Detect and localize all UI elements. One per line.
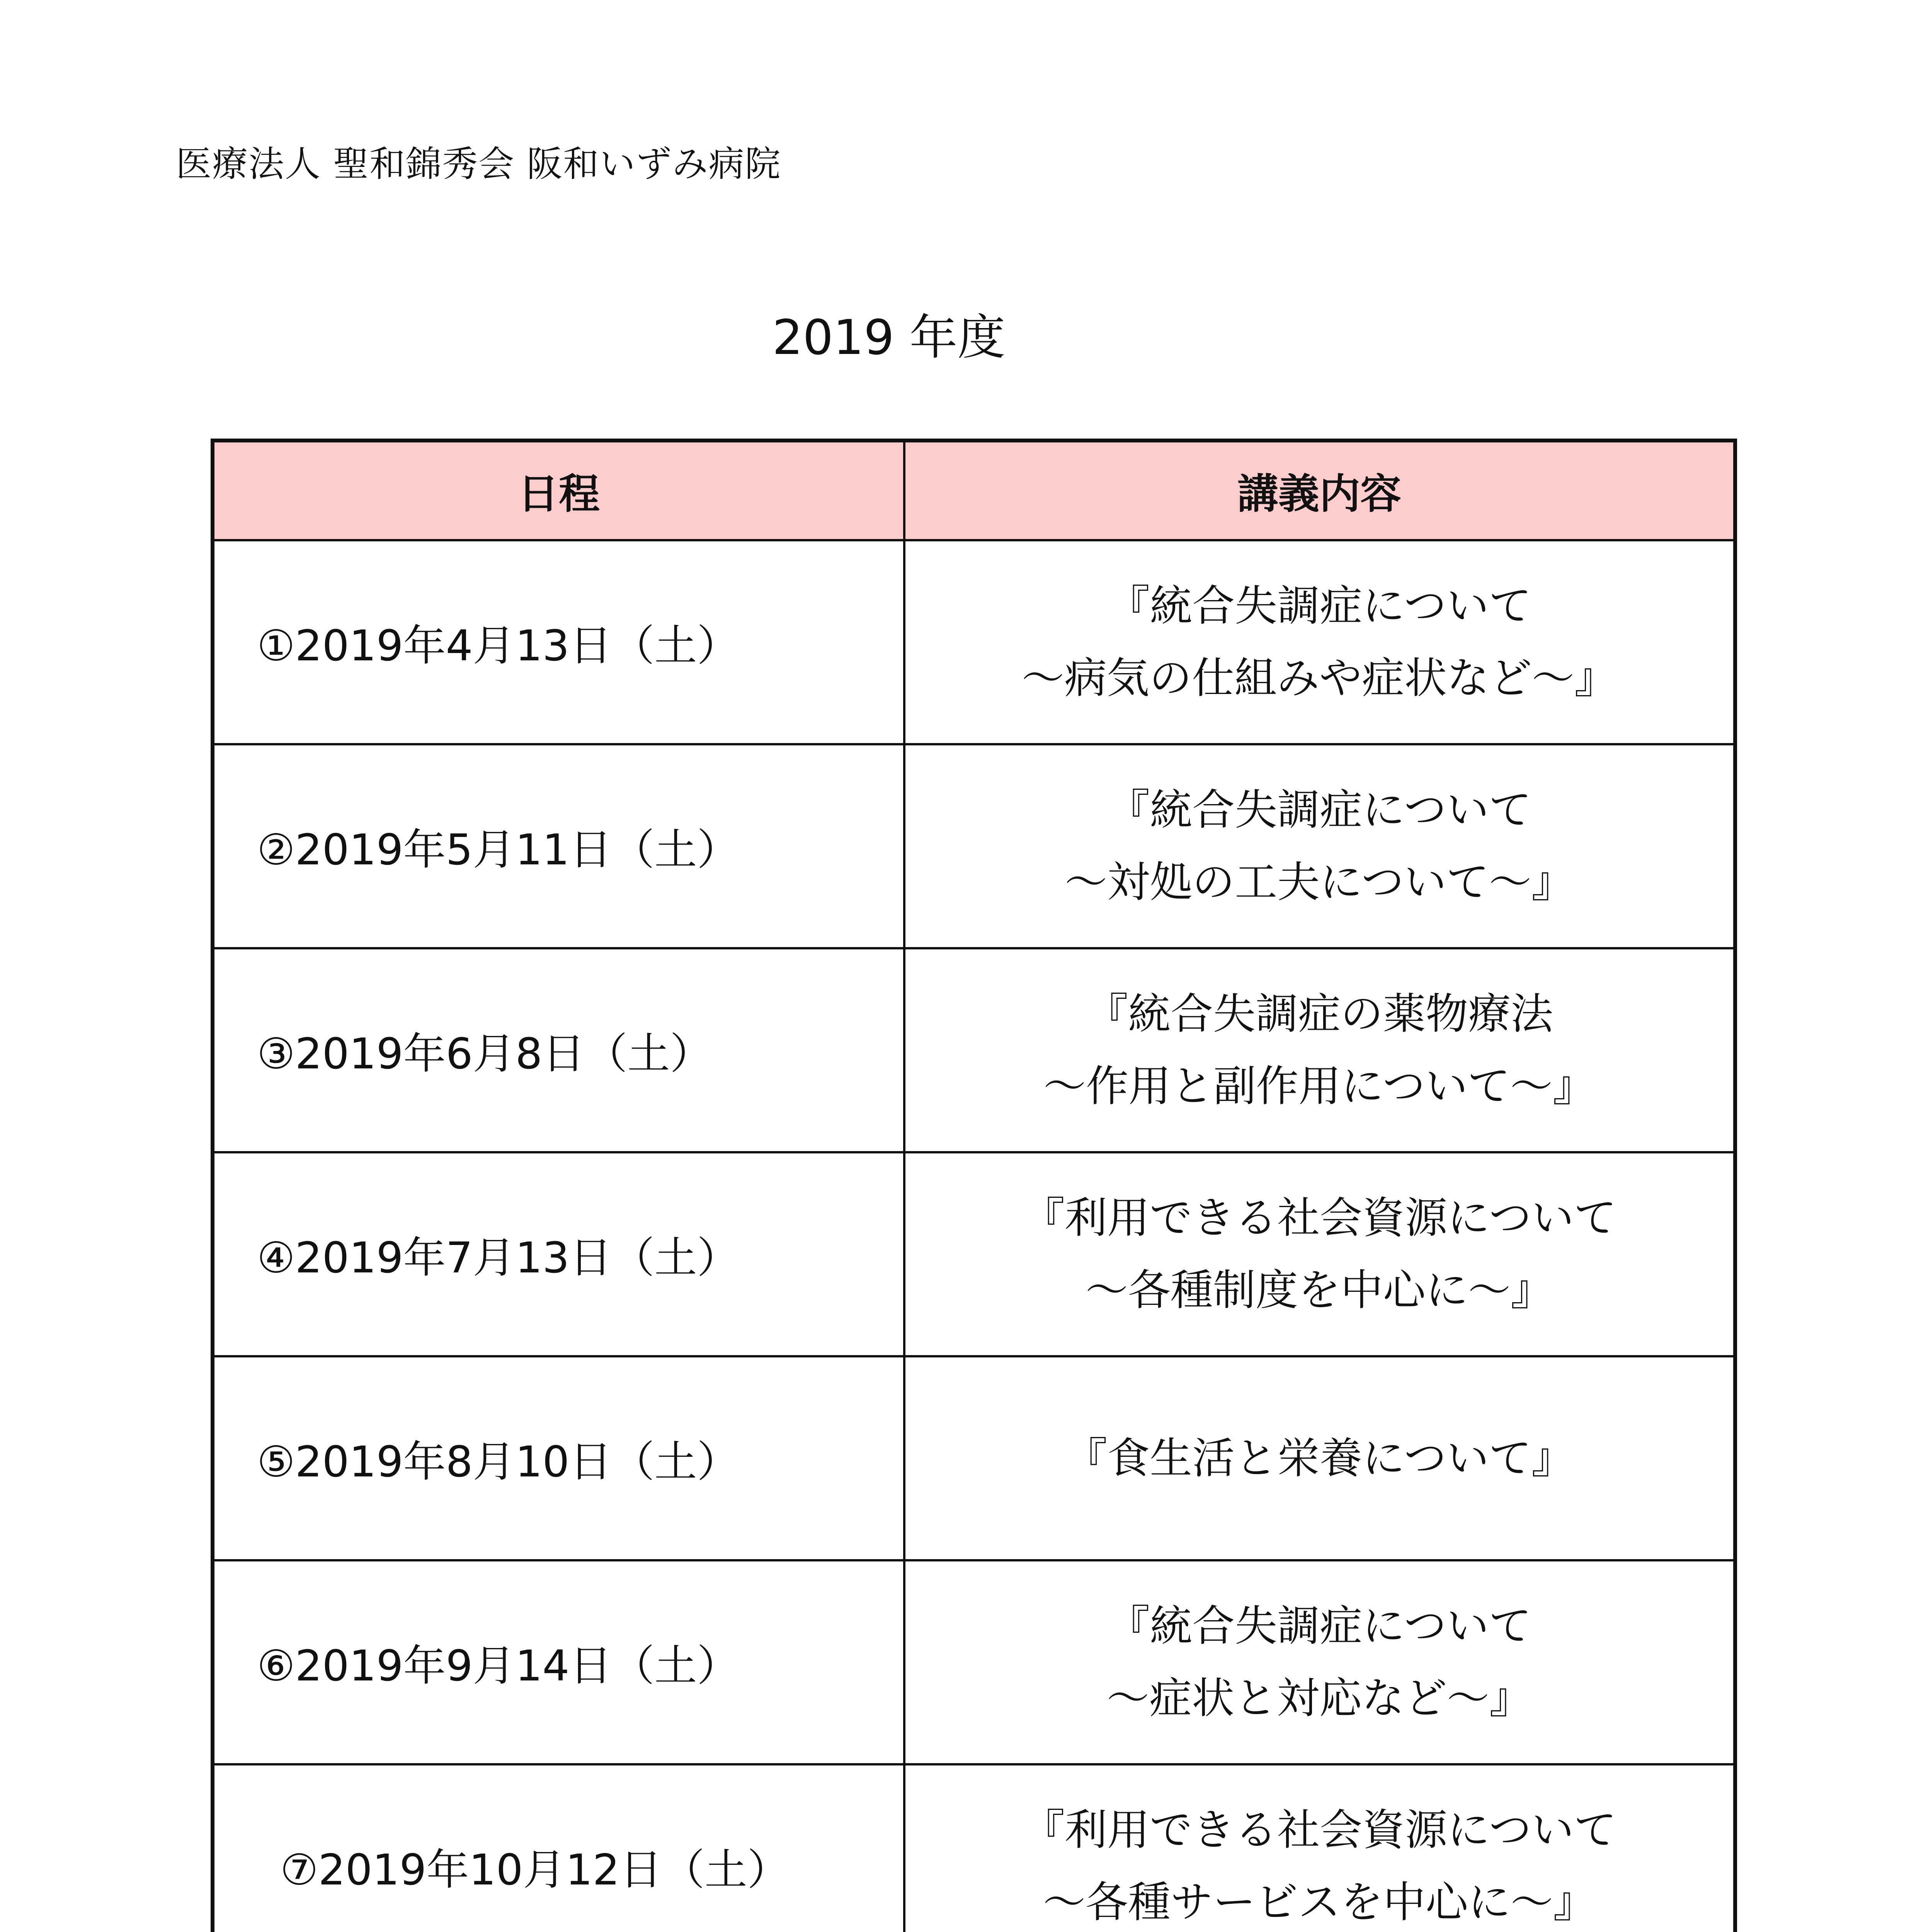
session-date: ③2019年6月8日（土） (213, 948, 904, 1152)
session-content (904, 1152, 1735, 1356)
schedule-table (211, 439, 1737, 1932)
session-title: 『統合失調症について (1107, 1601, 1531, 1651)
table-header-row (213, 440, 1735, 540)
organization-name: 医療法人 聖和錦秀会 阪和いずみ病院 (176, 143, 781, 185)
date-column-header: 日程 (213, 440, 904, 540)
session-content (904, 1356, 1735, 1560)
session-subtitle: ～作用と副作用について～』 (1043, 1061, 1595, 1111)
session-subtitle: ～対処の工夫について～』 (1065, 857, 1574, 907)
session-content (904, 948, 1735, 1152)
session-date: ④2019年7月13日（土） (213, 1152, 904, 1356)
table-row (213, 1560, 1735, 1764)
session-date: ⑦2019年10月12日（土） (213, 1764, 904, 1932)
table-row (213, 744, 1735, 948)
session-title: 『統合失調症について (1107, 581, 1531, 631)
session-content (904, 540, 1735, 744)
session-date: ②2019年5月11日（土） (213, 744, 904, 948)
session-subtitle: ～症状と対応など～』 (1107, 1673, 1532, 1723)
session-title: 『利用できる社会資源について (1022, 1193, 1617, 1243)
session-content (904, 744, 1735, 948)
table-row (213, 1764, 1735, 1932)
table-row (213, 948, 1735, 1152)
session-title: 『統合失調症について (1107, 785, 1531, 835)
session-content (904, 1560, 1735, 1764)
session-title: 『食生活と栄養について』 (1065, 1433, 1574, 1483)
session-date: ⑤2019年8月10日（土） (213, 1356, 904, 1560)
session-date: ①2019年4月13日（土） (213, 540, 904, 744)
content-column-header: 講義内容 (904, 440, 1735, 540)
session-subtitle: ～病気の仕組みや症状など～』 (1022, 653, 1617, 703)
table-row (213, 540, 1735, 744)
table-row (213, 1356, 1735, 1560)
session-title: 『利用できる社会資源について (1022, 1805, 1617, 1855)
session-date: ⑥2019年9月14日（土） (213, 1560, 904, 1764)
session-content (904, 1764, 1735, 1932)
session-title: 『統合失調症の薬物療法 (1086, 989, 1553, 1039)
session-subtitle: ～各種制度を中心に～』 (1086, 1265, 1553, 1315)
table-row (213, 1152, 1735, 1356)
page-title: 2019 年度 (772, 310, 1006, 366)
session-subtitle: ～各種サービスを中心に～』 (1043, 1878, 1596, 1927)
